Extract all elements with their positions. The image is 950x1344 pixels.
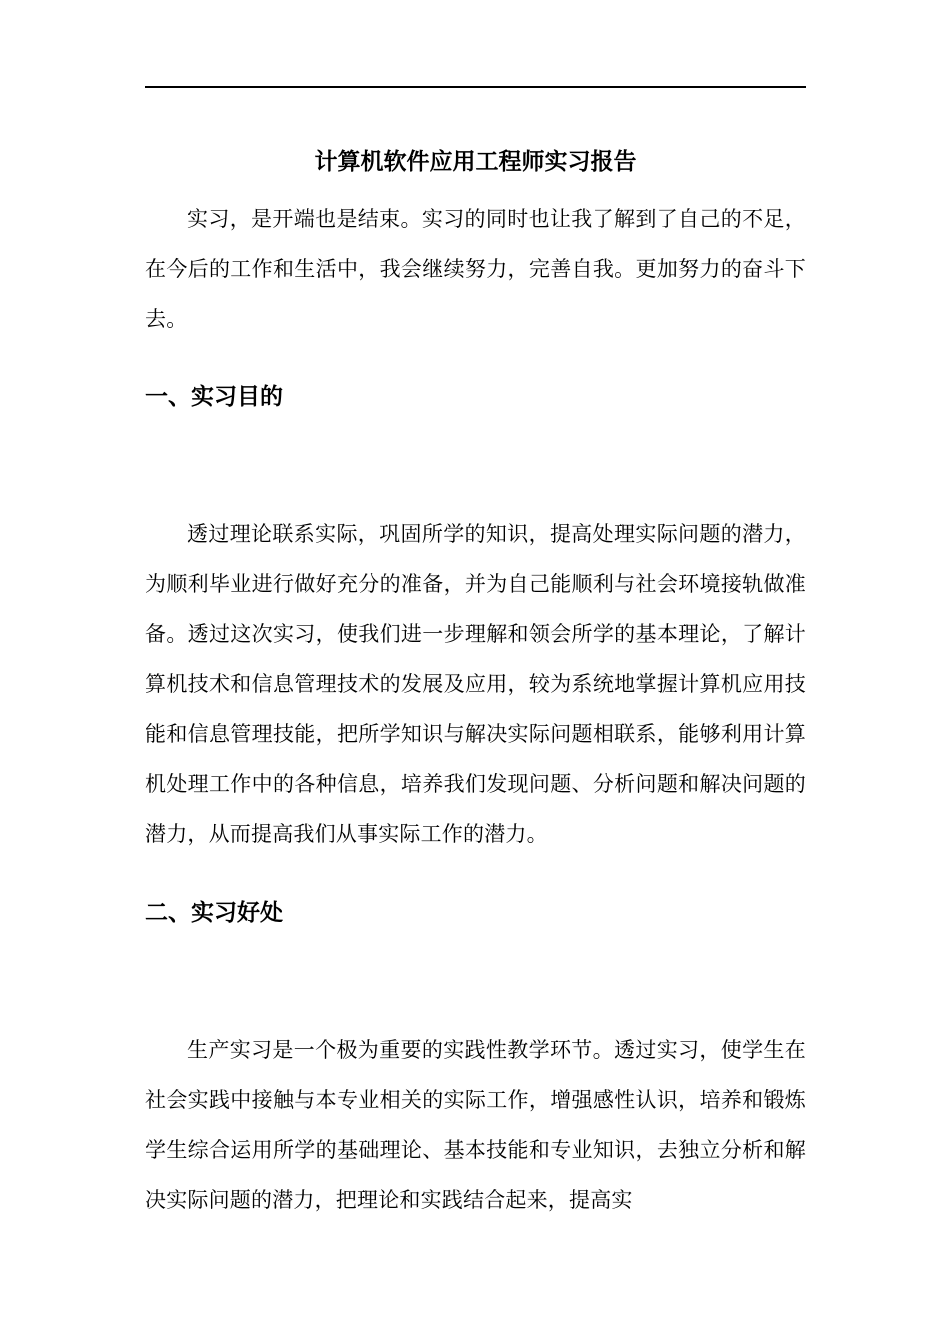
section-heading-purpose: 一、实习目的: [145, 384, 283, 410]
intro-paragraph: 实习，是开端也是结束。实习的同时也让我了解到了自己的不足，在今后的工作和生活中，我会继续努力，完善自我。更加努力的奋斗下去。: [145, 207, 806, 331]
section-body-purpose: 透过理论联系实际，巩固所学的知识，提高处理实际问题的潜力，为顺利毕业进行做好充分的准备，并为自己能顺利与社会环境接轨做准备。透过这次实习，使我们进一步理解和领会所学的基本理论，了解计算机技术和信息管理技术的发展及应用，较为系统地掌握计算机应用技能和信息管理技能，把所学知识与解决实际问题相联系，能够利用计算机处理工作中的各种信息，培养我们发现问题、分析问题和解决问题的潜力，从而提高我们从事实际工作的潜力。: [145, 522, 806, 846]
document-body: [145, 140, 806, 1225]
header-divider: [145, 86, 806, 88]
section-body-benefits: 生产实习是一个极为重要的实践性教学环节。透过实习，使学生在社会实践中接触与本专业相关的实际工作，增强感性认识，培养和锻炼学生综合运用所学的基础理论、基本技能和专业知识，去独立分析和解决实际问题的潜力，把理论和实践结合起来，提高实: [145, 1038, 806, 1212]
document-title: 计算机软件应用工程师实习报告: [314, 149, 637, 175]
section-heading-benefits: 二、实习好处: [145, 900, 283, 926]
